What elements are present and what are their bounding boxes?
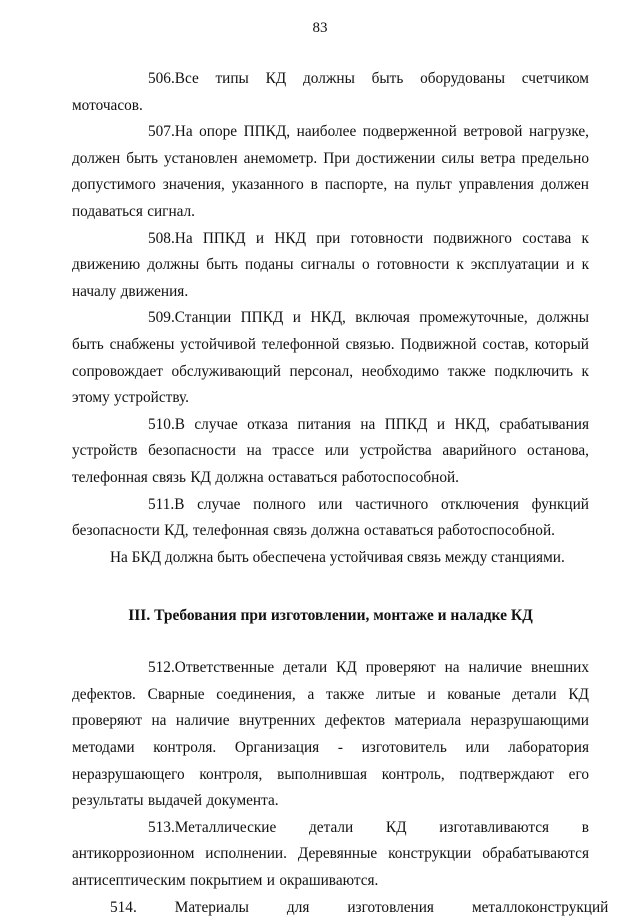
note-paragraph: На БКД должна быть обеспечена устойчивая связь между станциями. bbox=[110, 548, 565, 566]
paragraph-number: 510. bbox=[148, 415, 175, 433]
paragraph-507 bbox=[72, 119, 589, 225]
paragraph-word: изготовления bbox=[347, 898, 434, 916]
section-heading: III. Требования при изготовлении, монтаже и наладке КД bbox=[128, 607, 533, 625]
paragraph-number: 511. bbox=[148, 495, 175, 513]
paragraph-number: 506. bbox=[148, 70, 175, 87]
paragraph-number: 513. bbox=[148, 818, 175, 836]
paragraph-number: 508. bbox=[148, 229, 175, 247]
paragraph-text: На ППКД и НКД при готовности подвижного состава к движению должны быть поданы сигналы о готовности к эксплуатации и к началу движения. bbox=[72, 229, 589, 300]
paragraph-text: В случае полного или частичного отключения функций безопасности КД, телефонная связь должна оставаться работоспособной. bbox=[72, 495, 589, 540]
paragraph-number: 507. bbox=[148, 123, 175, 141]
paragraph-number: 509. bbox=[148, 309, 175, 327]
paragraph-511 bbox=[72, 492, 589, 545]
paragraph-text: Металлические детали КД изготавливаются в антикоррозионном исполнении. Деревянные конструкции обрабатываются антисептическим покрытием и окрашиваются. bbox=[72, 818, 589, 890]
paragraph-510 bbox=[72, 412, 589, 492]
paragraph-word: для bbox=[286, 898, 310, 916]
paragraph-512 bbox=[72, 655, 589, 815]
paragraph-text: Ответственные детали КД проверяют на наличие внешних дефектов. Сварные соединения, а также литые и кованые детали КД проверяют на наличие внутренних дефектов материала неразрушающими методами контроля. Организация - изготовитель или лаборатория неразрушающего контроля, выполнившая контроль, подтверждают его результаты выдачей документа. bbox=[72, 659, 589, 810]
document-body bbox=[72, 66, 609, 921]
page-number: 83 bbox=[312, 20, 328, 36]
paragraph-word: металлоконструкций bbox=[471, 898, 609, 916]
paragraph-text: Станции ППКД и НКД, включая промежуточные, должны быть снабжены устойчивой телефонной связью. Подвижной состав, который сопровождает обслуживающий персонал, необходимо также подключить к этому устройству. bbox=[72, 309, 589, 407]
paragraph-508 bbox=[72, 226, 589, 306]
paragraph-513 bbox=[72, 815, 589, 895]
paragraph-509 bbox=[72, 305, 589, 411]
paragraph-text: На опоре ППКД, наиболее подверженной ветровой нагрузке, должен быть установлен анемометр. При достижении силы ветра предельно допустимого значения, указанного в паспорте, на пульт управления должен подаваться сигнал. bbox=[72, 123, 589, 220]
paragraph-number: 512. bbox=[148, 659, 175, 677]
paragraph-number: 514. bbox=[110, 898, 137, 916]
paragraph-word: Материалы bbox=[174, 898, 249, 916]
paragraph-514 bbox=[72, 895, 609, 921]
paragraph-text: Все типы КД должны быть оборудованы счетчиком моточасов. bbox=[72, 70, 589, 114]
paragraph-text: В случае отказа питания на ППКД и НКД, срабатывания устройств безопасности на трассе или устройства аварийного останова, телефонная связь КД должна оставаться работоспособной. bbox=[72, 415, 589, 486]
paragraph-506 bbox=[72, 66, 589, 119]
